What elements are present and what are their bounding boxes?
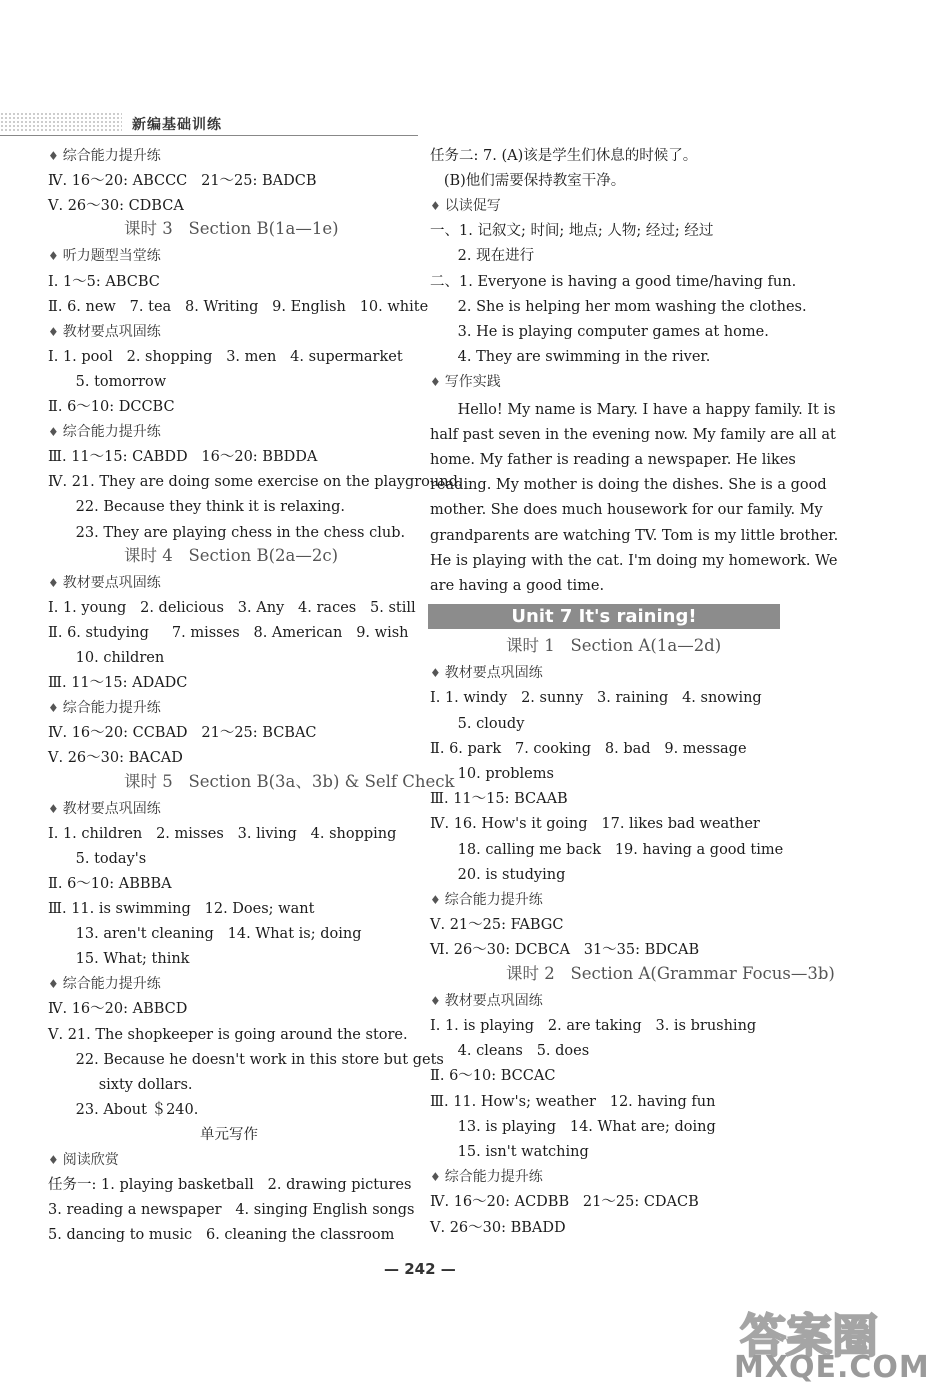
answer-line: sixty dollars. bbox=[48, 1076, 193, 1093]
lesson-heading: 课时 4 Section B(2a—2c) bbox=[124, 545, 339, 565]
answer-line: Ⅳ. 16～20: CCBAD 21～25: BCBAC bbox=[48, 725, 317, 742]
answer-line: Ⅲ. 11. is swimming 12. Does; want bbox=[48, 901, 315, 917]
essay-line: He is playing with the cat. I'm doing my homework. We bbox=[430, 552, 838, 569]
answer-line: 5. tomorrow bbox=[48, 373, 167, 390]
header-dot-pattern bbox=[0, 112, 122, 132]
essay-line: Hello! My name is Mary. I have a happy family. It is bbox=[430, 402, 836, 418]
answer-line: 10. children bbox=[48, 650, 165, 666]
answer-line: Ⅲ. 11～15: ADADC bbox=[48, 675, 188, 692]
essay-line: half past seven in the evening now. My family are all at bbox=[430, 427, 836, 444]
page-number: — 242 — bbox=[384, 1260, 456, 1278]
answer-line: Ⅲ. 11. How's; weather 12. having fun bbox=[430, 1093, 716, 1110]
section-heading bbox=[430, 663, 543, 685]
answer-line: Ⅵ. 26～30: DCBCA 31～35: BDCAB bbox=[430, 942, 700, 959]
diamond-icon: ♦ bbox=[48, 324, 59, 339]
section-heading-text: 教材要点巩固练 bbox=[444, 665, 543, 682]
section-heading bbox=[48, 799, 161, 821]
book-title: 新编基础训练 bbox=[132, 117, 222, 133]
answer-line: Ⅰ. 1. young 2. delicious 3. Any 4. races 5. still bbox=[48, 599, 416, 616]
lesson-heading: 课时 1 Section A(1a—2d) bbox=[506, 636, 722, 655]
answer-line: Ⅳ. 16. How's it going 17. likes bad weather bbox=[430, 816, 760, 833]
diamond-icon: ♦ bbox=[430, 1170, 441, 1185]
answer-line: Ⅲ. 11～15: CABDD 16～20: BBDDA bbox=[48, 449, 318, 466]
section-heading bbox=[48, 146, 161, 168]
section-heading-text: 综合能力提升练 bbox=[444, 892, 543, 908]
answer-line: 4. They are swimming in the river. bbox=[430, 348, 711, 365]
diamond-icon: ♦ bbox=[430, 374, 441, 389]
answer-line: Ⅴ. 26～30: CDBCA bbox=[48, 198, 184, 215]
answer-line: 23. They are playing chess in the chess club. bbox=[48, 524, 406, 541]
section-heading-text: 综合能力提升练 bbox=[62, 976, 161, 993]
section-heading-text: 综合能力提升练 bbox=[62, 424, 161, 441]
lesson-heading: 课时 2 Section A(Grammar Focus—3b) bbox=[506, 963, 835, 983]
diamond-icon: ♦ bbox=[48, 977, 59, 992]
answer-line: Ⅱ. 6. new 7. tea 8. Writing 9. English 10. white bbox=[48, 298, 429, 315]
answer-line: Ⅱ. 6. studying 7. misses 8. American 9. wish bbox=[48, 624, 409, 641]
answer-line: Ⅴ. 21～25: FABGC bbox=[430, 917, 564, 934]
answer-line: Ⅱ. 6～10: BCCAC bbox=[430, 1068, 556, 1085]
section-heading bbox=[430, 372, 501, 394]
center-heading: 单元写作 bbox=[200, 1126, 258, 1143]
essay-line: grandparents are watching TV. Tom is my little brother. bbox=[430, 527, 839, 544]
section-heading-text: 综合能力提升练 bbox=[62, 148, 161, 164]
answer-line: 15. isn't watching bbox=[430, 1144, 589, 1160]
answer-line: Ⅳ. 16～20: ABCCC 21～25: BADCB bbox=[48, 173, 317, 190]
diamond-icon: ♦ bbox=[48, 425, 59, 440]
answer-line: Ⅲ. 11～15: BCAAB bbox=[430, 791, 568, 808]
diamond-icon: ♦ bbox=[430, 666, 441, 681]
answer-line: 一、1. 记叙文; 时间; 地点; 人物; 经过; 经过 bbox=[430, 223, 714, 240]
section-heading bbox=[48, 573, 161, 595]
essay-line: reading. My mother is doing the dishes. She is a good bbox=[430, 477, 827, 494]
essay-line: mother. She does much housework for our family. My bbox=[430, 502, 823, 519]
diamond-icon: ♦ bbox=[48, 249, 59, 264]
watermark-logo: 答案圈 bbox=[740, 1309, 878, 1363]
diamond-icon: ♦ bbox=[48, 575, 59, 590]
section-heading bbox=[430, 1167, 543, 1189]
essay-line: home. My father is reading a newspaper. He likes bbox=[430, 452, 796, 469]
diamond-icon: ♦ bbox=[48, 1153, 59, 1167]
answer-line: 任务一: 1. playing basketball 2. drawing pictures bbox=[48, 1177, 412, 1194]
answer-line: Ⅴ. 21. The shopkeeper is going around the store. bbox=[48, 1026, 408, 1043]
answer-line: Ⅰ. 1. windy 2. sunny 3. raining 4. snowing bbox=[430, 690, 762, 707]
answer-line: Ⅳ. 21. They are doing some exercise on the playground. bbox=[48, 474, 463, 491]
answer-line: 3. He is playing computer games at home. bbox=[430, 323, 769, 340]
answer-line: 22. Because they think it is relaxing. bbox=[48, 499, 345, 516]
section-heading bbox=[430, 196, 501, 218]
answer-line: Ⅱ. 6～10: ABBBA bbox=[48, 875, 172, 892]
section-heading bbox=[48, 246, 161, 268]
header-rule bbox=[0, 135, 418, 136]
answer-line: 3. reading a newspaper 4. singing English songs bbox=[48, 1202, 415, 1219]
diamond-icon: ♦ bbox=[430, 199, 441, 214]
answer-line: Ⅰ. 1. is playing 2. are taking 3. is brushing bbox=[430, 1018, 757, 1034]
unit-title-bar: Unit 7 It's raining! bbox=[428, 604, 780, 629]
watermark-url: MXQE.COM bbox=[734, 1350, 930, 1385]
answer-line: 2. 现在进行 bbox=[430, 248, 535, 265]
answer-line: 22. Because he doesn't work in this store but gets bbox=[48, 1051, 444, 1068]
answer-line: 18. calling me back 19. having a good time bbox=[430, 841, 784, 858]
answer-line: 5. today's bbox=[48, 850, 147, 867]
diamond-icon: ♦ bbox=[48, 149, 59, 163]
diamond-icon: ♦ bbox=[48, 801, 59, 816]
answer-line: Ⅳ. 16～20: ABBCD bbox=[48, 1001, 188, 1018]
answer-line: Ⅰ. 1. pool 2. shopping 3. men 4. supermarket bbox=[48, 348, 403, 365]
section-heading-text: 以读促写 bbox=[444, 198, 501, 215]
answer-line: Ⅱ. 6～10: DCCBC bbox=[48, 399, 175, 415]
answer-line: Ⅳ. 16～20: ACDBB 21～25: CDACB bbox=[430, 1194, 699, 1211]
section-heading-text: 综合能力提升练 bbox=[62, 700, 161, 717]
essay-line: are having a good time. bbox=[430, 577, 605, 594]
lesson-heading: 课时 5 Section B(3a、3b) & Self Check bbox=[124, 771, 455, 791]
answer-line: 15. What; think bbox=[48, 951, 190, 968]
section-heading-text: 教材要点巩固练 bbox=[62, 800, 161, 817]
section-heading bbox=[48, 974, 161, 996]
diamond-icon: ♦ bbox=[430, 993, 441, 1008]
section-heading-text: 阅读欣赏 bbox=[62, 1152, 119, 1168]
diamond-icon: ♦ bbox=[430, 893, 441, 907]
section-heading bbox=[48, 698, 161, 720]
section-heading-text: 听力题型当堂练 bbox=[62, 248, 161, 265]
answer-line: 23. About ＄240. bbox=[48, 1101, 199, 1118]
answer-line: 5. cloudy bbox=[430, 715, 525, 732]
answer-line: Ⅰ. 1. children 2. misses 3. living 4. shopping bbox=[48, 825, 397, 842]
section-heading-text: 教材要点巩固练 bbox=[444, 992, 543, 1009]
section-heading bbox=[430, 890, 543, 912]
answer-line: 13. is playing 14. What are; doing bbox=[430, 1118, 716, 1135]
section-heading-text: 教材要点巩固练 bbox=[62, 574, 161, 591]
section-heading-text: 写作实践 bbox=[444, 373, 501, 390]
answer-line: 20. is studying bbox=[430, 866, 566, 883]
answer-line: 10. problems bbox=[430, 766, 554, 782]
answer-line: 2. She is helping her mom washing the clothes. bbox=[430, 298, 807, 315]
diamond-icon: ♦ bbox=[48, 701, 59, 716]
section-heading bbox=[48, 422, 161, 444]
section-heading bbox=[48, 1150, 119, 1172]
answer-line: Ⅰ. 1～5: ABCBC bbox=[48, 273, 160, 290]
section-heading-text: 综合能力提升练 bbox=[444, 1169, 543, 1186]
section-heading bbox=[48, 322, 161, 344]
answer-line: 二、1. Everyone is having a good time/having fun. bbox=[430, 273, 797, 290]
answer-line: 任务二: 7. (A)该是学生们休息的时候了。 bbox=[430, 148, 698, 164]
answer-line: 13. aren't cleaning 14. What is; doing bbox=[48, 926, 362, 943]
answer-line: Ⅴ. 26～30: BBADD bbox=[430, 1219, 566, 1236]
answer-line: (B)他们需要保持教室干净。 bbox=[430, 173, 626, 190]
section-heading-text: 教材要点巩固练 bbox=[62, 323, 161, 340]
answer-line: 4. cleans 5. does bbox=[430, 1043, 590, 1060]
answer-line: Ⅴ. 26～30: BACAD bbox=[48, 750, 183, 767]
lesson-heading: 课时 3 Section B(1a—1e) bbox=[124, 219, 339, 239]
section-heading bbox=[430, 991, 543, 1013]
answer-line: Ⅱ. 6. park 7. cooking 8. bad 9. message bbox=[430, 740, 747, 757]
answer-line: 5. dancing to music 6. cleaning the classroom bbox=[48, 1227, 395, 1244]
